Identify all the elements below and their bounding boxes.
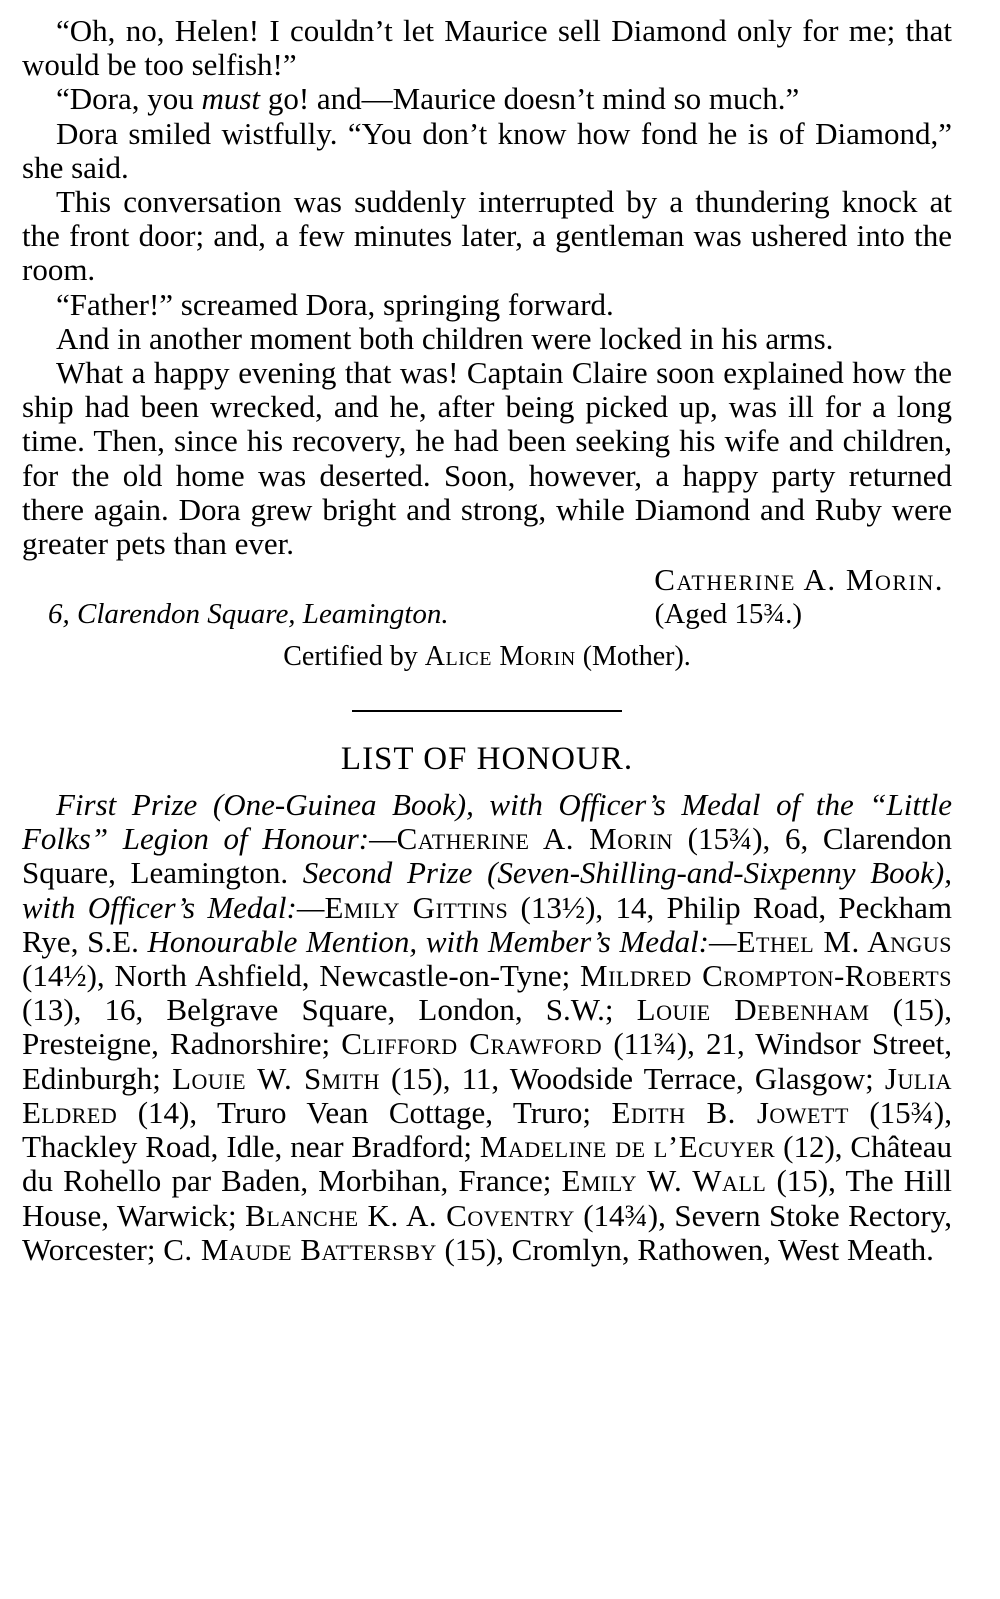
honour-name: Madeline de l’Ecuyer: [479, 1129, 776, 1165]
author-address-line: [48, 597, 802, 631]
story-paragraph-6: And in another moment both children were locked in his arms.: [56, 320, 834, 356]
honour-details: (14), Truro Vean Cottage, Truro;: [117, 1094, 612, 1130]
honour-name: Catherine A. Morin: [396, 821, 673, 857]
honour-name: Clifford Crawford: [341, 1026, 603, 1062]
story-paragraph-7: What a happy evening that was! Captain Claire soon explained how the ship had been wrecked, and he, after being picked up, was ill for a long time. Then, since his recovery, he had been seeking his wife and children, for the old home was deserted. Soon, however, a happy party returned there again. Dora grew bright and strong, while Diamond and Ruby were greater pets than ever.: [22, 355, 952, 562]
honour-name: Mildred Crompton-Roberts: [580, 958, 952, 994]
story-paragraph-1: “Oh, no, Helen! I couldn’t let Maurice sell Diamond only for me; that would be too selfish!”: [22, 13, 952, 83]
certifier-name: Alice Morin: [424, 640, 576, 672]
honour-details: (12), Château du Rohello par Baden, Morbihan, France;: [22, 1129, 952, 1199]
honour-prize-label: Second Prize (Seven-Shilling-and-Sixpenny Book), with Officer’s Medal:—: [22, 855, 952, 925]
honour-details: (15), 11, Woodside Terrace, Glasgow;: [379, 1060, 885, 1096]
honour-details: (11¾), 21, Windsor Street, Edinburgh;: [22, 1026, 952, 1096]
story-paragraph-3: Dora smiled wistfully. “You don’t know how fond he is of Diamond,” she said.: [22, 115, 952, 185]
p2-end: go! and—Maurice doesn’t mind so much.”: [260, 81, 800, 117]
honour-details: (15), Presteigne, Radnorshire;: [22, 992, 952, 1062]
honour-details: (15), The Hill House, Warwick;: [22, 1163, 953, 1233]
honour-details: (15¾), Thackley Road, Idle, near Bradford;: [22, 1094, 953, 1165]
honour-prize-label: Honourable Mention, with Member’s Medal:—: [147, 923, 737, 959]
honour-name: Edith B. Jowett: [611, 1094, 849, 1130]
author-age: (Aged 15¾.): [654, 598, 802, 631]
honour-name: Louie W. Smith: [172, 1060, 380, 1096]
p2-emphasis: must: [201, 81, 261, 117]
honour-name: C. Maude Battersby: [163, 1231, 437, 1267]
honour-details: (14¾), Severn Stoke Rectory, Worcester;: [22, 1197, 952, 1267]
author-address: 6, Clarendon Square, Leamington.: [48, 598, 449, 631]
certified-prefix: Certified by: [283, 640, 425, 672]
honour-name: Emily Gittins: [324, 889, 509, 925]
story-paragraph-4: This conversation was suddenly interrupted by a thundering knock at the front door; and, a few minutes later, a gentleman was ushered into the room.: [22, 184, 952, 288]
honour-details: (15¾), 6, Clarendon Square, Leamington.: [22, 821, 952, 891]
story-paragraph-2: [22, 82, 952, 116]
honour-name: Ethel M. Angus: [736, 923, 953, 959]
document-page: [22, 14, 952, 1267]
honour-name: Emily W. Wall: [561, 1163, 767, 1199]
honour-name: Blanche K. A. Coventry: [245, 1197, 575, 1233]
section-divider: [352, 710, 622, 712]
list-of-honour-heading: LIST OF HONOUR.: [340, 740, 634, 777]
list-of-honour-paragraph: [22, 788, 952, 1267]
honour-details: (13), 16, Belgrave Square, London, S.W.;: [22, 992, 637, 1028]
p2-start: “Dora, you: [56, 81, 202, 117]
honour-details: (14½), North Ashfield, Newcastle-on-Tyne;: [22, 958, 581, 994]
story-paragraph-5: “Father!” screamed Dora, springing forward.: [56, 286, 614, 322]
author-signature: Catherine A. Morin.: [654, 562, 944, 598]
honour-prize-label: First Prize (One-Guinea Book), with Officer’s Medal of the “Little Folks” Legion of Honour:—: [22, 787, 952, 857]
certification-line: [22, 640, 952, 674]
certified-suffix: (Mother).: [575, 640, 691, 672]
honour-details: (13½), 14, Philip Road, Peckham Rye, S.E.: [22, 889, 953, 959]
honour-name: Louie Debenham: [636, 992, 870, 1028]
honour-details: (15), Cromlyn, Rathowen, West Meath.: [436, 1231, 934, 1267]
honour-name: Julia Eldred: [22, 1060, 952, 1130]
